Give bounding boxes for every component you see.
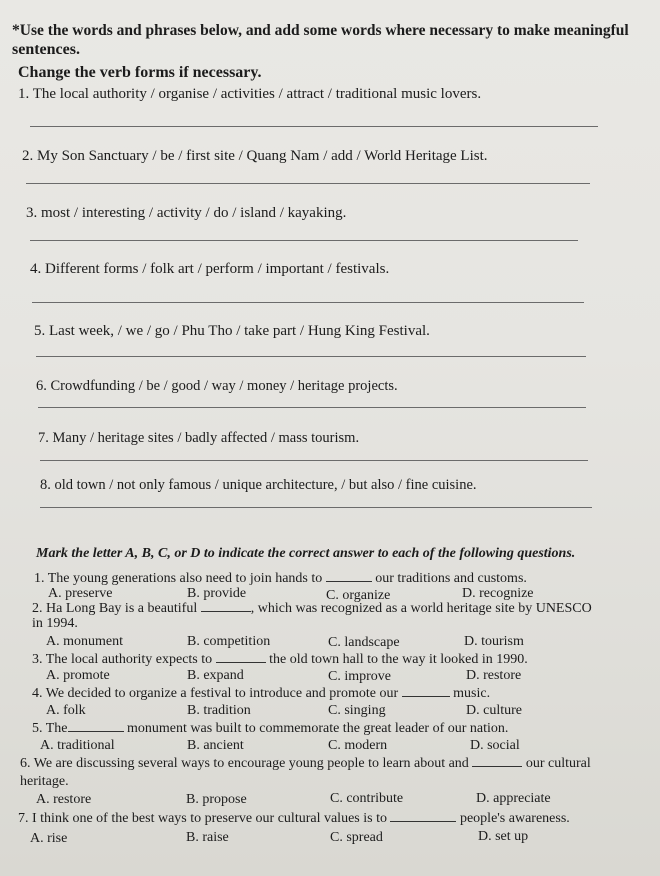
q7-option-d[interactable]: D. set up <box>478 829 529 844</box>
q7-option-a[interactable]: A. rise <box>30 831 68 846</box>
rewrite-item-6: 6. Crowdfunding / be / good / way / money / heritage projects. <box>36 378 398 394</box>
q6-option-c[interactable]: C. contribute <box>330 791 404 806</box>
rewrite-item-2: 2. My Son Sanctuary / be / first site / Quang Nam / add / World Heritage List. <box>22 148 488 164</box>
question-2-blank[interactable] <box>201 611 251 612</box>
q4-option-a[interactable]: A. folk <box>46 703 86 718</box>
question-6-line2: heritage. <box>20 774 69 789</box>
q5-option-b[interactable]: B. ancient <box>187 738 244 753</box>
question-5: 5. The monument was built to commemorate the great leader of our nation. <box>32 721 509 736</box>
question-1-blank[interactable] <box>326 581 372 582</box>
question-4-blank[interactable] <box>402 696 450 697</box>
q3-option-a[interactable]: A. promote <box>46 668 110 683</box>
q3-option-d[interactable]: D. restore <box>466 668 522 683</box>
q4-option-c[interactable]: C. singing <box>328 703 386 718</box>
q6-option-b[interactable]: B. propose <box>186 792 247 807</box>
q3-option-b[interactable]: B. expand <box>187 668 244 683</box>
rewrite-item-3: 3. most / interesting / activity / do / island / kayaking. <box>26 205 347 221</box>
q5-option-c[interactable]: C. modern <box>328 738 388 753</box>
answer-line-4[interactable] <box>32 302 584 303</box>
question-3-blank[interactable] <box>216 662 266 663</box>
rewrite-item-4: 4. Different forms / folk art / perform / important / festivals. <box>30 261 390 277</box>
answer-line-5[interactable] <box>36 356 586 357</box>
question-2: 2. Ha Long Bay is a beautiful , which was recognized as a world heritage site by UNESCO <box>32 601 592 616</box>
answer-line-8[interactable] <box>40 507 592 508</box>
q1-option-b[interactable]: B. provide <box>187 586 247 601</box>
rewrite-instruction-line3: Change the verb forms if necessary. <box>18 64 262 81</box>
q5-option-a[interactable]: A. traditional <box>40 738 115 753</box>
question-6-blank[interactable] <box>472 766 522 767</box>
rewrite-instruction-line1: *Use the words and phrases below, and add some words where necessary to make meaningful <box>12 22 629 39</box>
answer-line-1[interactable] <box>30 126 598 127</box>
q2-option-a[interactable]: A. monument <box>46 634 123 649</box>
answer-line-2[interactable] <box>26 183 590 184</box>
question-6: 6. We are discussing several ways to encourage young people to learn about and our cultural <box>20 756 591 771</box>
rewrite-item-7: 7. Many / heritage sites / badly affected / mass tourism. <box>38 430 360 446</box>
q1-option-a[interactable]: A. preserve <box>48 586 113 601</box>
q4-option-b[interactable]: B. tradition <box>187 703 251 718</box>
question-3: 3. The local authority expects to the old town hall to the way it looked in 1990. <box>32 652 528 667</box>
mc-instruction: Mark the letter A, B, C, or D to indicate the correct answer to each of the following questions. <box>36 546 576 561</box>
answer-line-7[interactable] <box>40 460 588 461</box>
rewrite-item-1: 1. The local authority / organise / activities / attract / traditional music lovers. <box>18 86 482 102</box>
question-7-blank[interactable] <box>390 821 456 822</box>
answer-line-6[interactable] <box>38 407 586 408</box>
q1-option-c[interactable]: C. organize <box>326 588 391 603</box>
q5-option-d[interactable]: D. social <box>470 738 520 753</box>
q6-option-d[interactable]: D. appreciate <box>476 791 551 806</box>
q4-option-d[interactable]: D. culture <box>466 703 522 718</box>
question-1: 1. The young generations also need to join hands to our traditions and customs. <box>34 571 527 586</box>
answer-line-3[interactable] <box>30 240 578 241</box>
rewrite-item-8: 8. old town / not only famous / unique architecture, / but also / fine cuisine. <box>40 477 477 493</box>
question-4: 4. We decided to organize a festival to introduce and promote our music. <box>32 686 491 701</box>
q3-option-c[interactable]: C. improve <box>328 669 391 684</box>
q7-option-b[interactable]: B. raise <box>186 830 229 845</box>
rewrite-item-5: 5. Last week, / we / go / Phu Tho / take part / Hung King Festival. <box>34 323 430 339</box>
q2-option-b[interactable]: B. competition <box>187 634 271 649</box>
rewrite-instruction-line2: sentences. <box>12 41 80 58</box>
q2-option-d[interactable]: D. tourism <box>464 634 524 649</box>
q6-option-a[interactable]: A. restore <box>36 792 92 807</box>
q7-option-c[interactable]: C. spread <box>330 830 383 845</box>
q2-option-c[interactable]: C. landscape <box>328 635 400 650</box>
question-2-line2: in 1994. <box>32 616 78 631</box>
question-5-blank[interactable] <box>68 731 124 732</box>
question-7: 7. I think one of the best ways to preserve our cultural values is to people's awareness. <box>18 811 570 826</box>
q1-option-d[interactable]: D. recognize <box>462 586 534 601</box>
